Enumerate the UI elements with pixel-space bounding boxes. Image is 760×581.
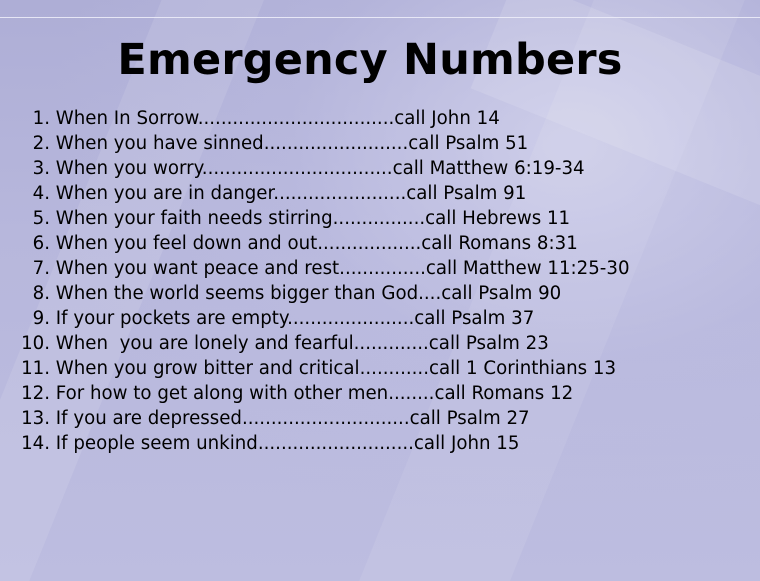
top-divider (0, 17, 760, 18)
list-item (10, 231, 750, 256)
item-number: 1. (32, 108, 50, 129)
item-text: When In Sorrow..................................call John 14 (50, 108, 500, 129)
item-text: When you are in danger.......................call Psalm 91 (50, 183, 527, 204)
slide-title: Emergency Numbers (117, 35, 623, 85)
list-item (10, 256, 750, 281)
item-number: 14. (21, 433, 50, 454)
item-number: 11. (21, 358, 50, 379)
list-item (10, 181, 750, 206)
list-item (10, 106, 750, 131)
list-item (10, 281, 750, 306)
list-item (10, 406, 750, 431)
item-number: 8. (32, 283, 50, 304)
item-text: When you are lonely and fearful.............call Psalm 23 (50, 333, 549, 354)
list-item (10, 306, 750, 331)
item-text: When the world seems bigger than God....call Psalm 90 (50, 283, 562, 304)
item-number: 12. (21, 383, 50, 404)
list-item (10, 381, 750, 406)
item-text: When your faith needs stirring................call Hebrews 11 (50, 208, 571, 229)
item-number: 10. (21, 333, 50, 354)
item-text: When you want peace and rest...............call Matthew 11:25-30 (50, 258, 630, 279)
list-item (10, 156, 750, 181)
list-item (10, 131, 750, 156)
emergency-numbers-list (10, 106, 750, 456)
item-number: 2. (32, 133, 50, 154)
item-number: 3. (32, 158, 50, 179)
item-number: 4. (32, 183, 50, 204)
item-number: 13. (21, 408, 50, 429)
item-text: When you feel down and out..................call Romans 8:31 (50, 233, 578, 254)
list-item (10, 331, 750, 356)
item-text: When you worry.................................call Matthew 6:19-34 (50, 158, 585, 179)
item-number: 6. (32, 233, 50, 254)
item-number: 7. (32, 258, 50, 279)
item-text: If you are depressed.............................call Psalm 27 (50, 408, 530, 429)
item-text: If people seem unkind...........................call John 15 (50, 433, 520, 454)
item-text: If your pockets are empty......................call Psalm 37 (50, 308, 535, 329)
item-text: For how to get along with other men........call Romans 12 (50, 383, 574, 404)
item-text: When you grow bitter and critical............call 1 Corinthians 13 (50, 358, 617, 379)
list-item (10, 431, 750, 456)
item-number: 9. (32, 308, 50, 329)
item-text: When you have sinned.........................call Psalm 51 (50, 133, 529, 154)
item-number: 5. (32, 208, 50, 229)
list-item (10, 206, 750, 231)
list-item (10, 356, 750, 381)
